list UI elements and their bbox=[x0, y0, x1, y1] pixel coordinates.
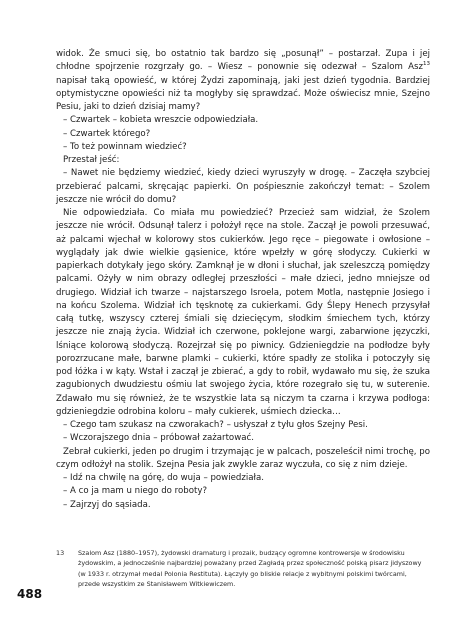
paragraph: – Nawet nie będziemy wiedzieć, kiedy dzieci wyruszyły w drogę. – Zaczęła szybciej przebierać palcami, skręcając papierki. On pośpiesznie zakończył temat: – Szolem jeszcze nie wrócił do domu? bbox=[56, 168, 430, 205]
paragraph: – Wczorajszego dnia – próbował zażartować. bbox=[63, 433, 254, 444]
paragraph: – Czwartek – kobieta wreszcie odpowiedziała. bbox=[63, 115, 259, 126]
page-number: 488 bbox=[17, 587, 43, 601]
paragraph: Zebrał cukierki, jeden po drugim i trzymając je w palcach, poszeleścił nimi trochę, po czym odłożył na stolik. Szejna Pesia jak zwykle zaraz wyczuła, co się z nim dzieje. bbox=[56, 446, 430, 470]
paragraph: Nie odpowiedziała. Co miała mu powiedzieć? Przecież sam widział, że Szolem jeszcze nie wrócił. Odsunął talerz i położył ręce na stole. Zaczął je powoli przesuwać, aż palcami wjechał w kolorowy stos cukierków. Jego ręce – piegowate i owłosione – wyglądały jak dwie wielkie gąsienice, które wpełzły w górę słodyczy. Cukierki w papierkach dotykały jego skóry. Zamknął je w dłoni i słuchał, jak szeleszczą pomiędzy palcami. Ożyły w nim obrazy odległej przeszłości – małe dzieci, jedno mniejsze od drugiego. Widział ich twarze – najstarszego Isroela, potem Motla, następnie Josiego i na końcu Szolema. Widział ich tęsknotę za cukierkami. Gdy Ślepy Henech przysyłał całą tutkę, wszyscy czterej śmiali się dziecięcym, słodkim śmiechem tych, którzy jeszcze nie znają życia. Widział ich czerwone, poklejone wargi, zabarwione języczki, lśniące kolorową słodyczą. Rozejrzał się po piwnicy. Gdzieniegdzie na podłodze były porozrzucane małe, barwne plamki – cukierki, które spadły ze stolika i potoczyły się pod łóżka i w kąty. Wstał i zaczął je zbierać, a gdy to robił, wydawało mu się, że szuka zagubionych dwudziestu ośmiu lat swojego życia, które rozegrało się tu, w suterenie. Zdawało mu się również, że te wszystkie lata są niczym ta czarna i krzywa podłoga: gdzieniegdzie odrobina koloru – mały cukierek, uśmiech dziecka… bbox=[56, 208, 430, 417]
footnote bbox=[56, 548, 430, 590]
paragraph: widok. Że smuci się, bo ostatnio tak bardzo się „posunął” – postarzał. Zupa i jej chłodne spojrzenie rozgrzały go. – Wiesz – ponownie się odezwał – Szalom Asz$^{13}$ napisał taką opowieść, w której Żydzi zapominają, jaki jest dzień tygodnia. Bardziej optymistyczne opowieści niż ta mogłyby się sprawdzać. Może oświecisz mnie, Szejno Pesiu, jaki to dzień dzisiaj mamy? bbox=[56, 49, 430, 112]
paragraph: – To też powinnam wiedzieć? bbox=[63, 141, 187, 152]
body-text bbox=[56, 48, 430, 512]
paragraph: – A co ja mam u niego do roboty? bbox=[63, 486, 207, 497]
footnote-reference[interactable]: 13 bbox=[423, 61, 430, 68]
paragraph: – Czego tam szukasz na czworakach? – usłyszał z tyłu głos Szejny Pesi. bbox=[63, 420, 368, 430]
footnote-text: Szalom Asz (1880–1957), żydowski dramaturg i prozaik, budzący ogromne kontrowersje w środowisku żydowskim, a jednocześnie najbardziej poważany przed Zagładą przez społeczność polską pisarz jidyszowy (w 1933 r. otrzymał medal Polonia Restituta). Łączyły go bliskie relacje z wybitnymi polskimi twórcami, przede wszystkim ze Stanisławem Witkiewiczem. bbox=[78, 549, 422, 589]
footnote-number: 13 bbox=[56, 549, 65, 557]
paragraph: – Idź na chwilę na górę, do wuja – powiedziała. bbox=[63, 473, 264, 483]
paragraph: – Zajrzyj do sąsiada. bbox=[63, 499, 151, 510]
paragraph: Przestał jeść: bbox=[63, 155, 120, 165]
paragraph: – Czwartek którego? bbox=[63, 128, 151, 139]
